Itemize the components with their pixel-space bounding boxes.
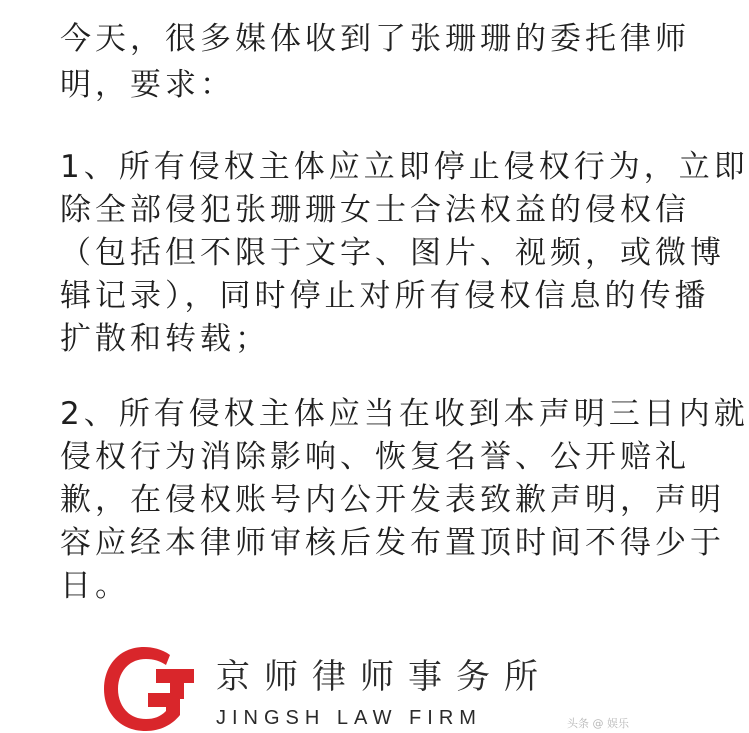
text-line: 2、所有侵权主体应当在收到本声明三日内就 bbox=[60, 396, 749, 432]
text-line: 今天，很多媒体收到了张珊珊的委托律师 bbox=[60, 21, 690, 57]
text-line: 日。 bbox=[60, 568, 130, 604]
firm-name-english: JINGSH LAW FIRM bbox=[216, 707, 482, 729]
text-line: （包括但不限于文字、图片、视频，或微博 bbox=[60, 235, 725, 271]
text-line: 歉，在侵权账号内公开发表致歉声明，声明 bbox=[60, 482, 725, 518]
text-line: 除全部侵犯张珊珊女士合法权益的侵权信 bbox=[60, 192, 690, 228]
law-firm-logo bbox=[100, 643, 635, 733]
statement-document bbox=[60, 0, 749, 733]
text-line: 辑记录），同时停止对所有侵权信息的传播 bbox=[60, 278, 710, 314]
watermark: 头条 @ 娱乐 bbox=[567, 717, 629, 730]
firm-logo-icon bbox=[100, 645, 196, 733]
text-line: 明，要求： bbox=[60, 67, 235, 103]
text-line: 容应经本律师审核后发布置顶时间不得少于 bbox=[60, 525, 725, 561]
firm-name-chinese: 京师律师事务所 bbox=[216, 657, 552, 697]
text-line: 1、所有侵权主体应立即停止侵权行为，立即 bbox=[60, 149, 749, 185]
text-line: 扩散和转载； bbox=[60, 321, 270, 357]
text-line: 侵权行为消除影响、恢复名誉、公开赔礼 bbox=[60, 439, 690, 475]
